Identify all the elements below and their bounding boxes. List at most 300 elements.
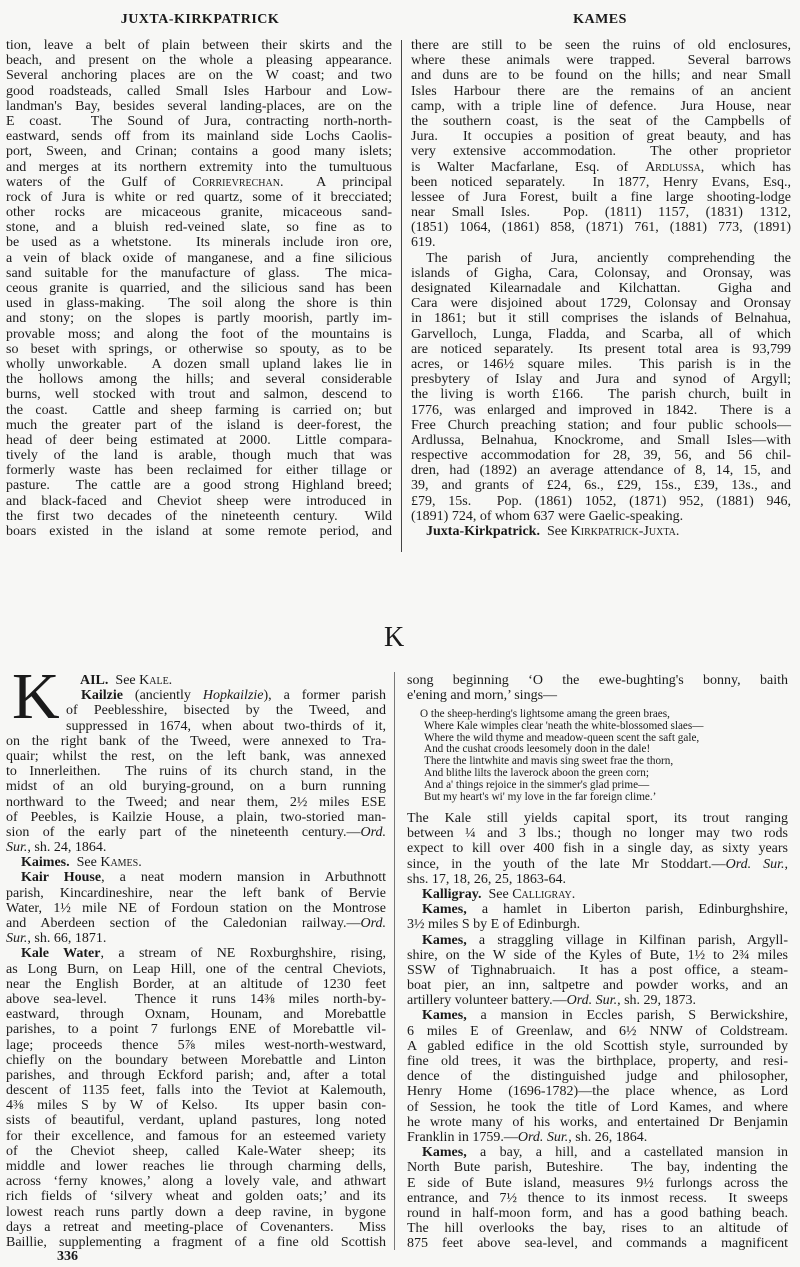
italic-text: Sur.	[6, 931, 28, 947]
headword: Kailzie	[81, 688, 123, 704]
text-segment: Isles Harbour there are the remains of an ancient	[411, 83, 791, 99]
text-line	[6, 372, 392, 387]
text-segment: lowest reach runs partly down a deep ravine, in bygone	[6, 1204, 386, 1220]
text-line	[6, 1220, 386, 1235]
text-line	[411, 266, 791, 281]
text-segment: and stony; on the slopes is partly moorish, partly im-	[6, 311, 392, 327]
text-line	[411, 68, 791, 83]
text-segment: of Session, he took the title of Lord Kames, and where	[407, 1099, 788, 1115]
text-line	[407, 1054, 788, 1069]
headword: Kames,	[422, 1008, 467, 1024]
text-segment: rich fields of ‘silvery wheat and golden oats;’ and its	[6, 1189, 386, 1205]
italic-text: Ord. Sur.	[725, 856, 785, 872]
italic-text: Ord. Sur.	[517, 1129, 569, 1145]
section-letter-heading: K	[384, 622, 405, 653]
text-line	[6, 1053, 386, 1068]
text-segment: song beginning ‘O the ewe-bughting's bonny, baith	[407, 673, 788, 688]
text-line	[6, 734, 386, 749]
text-line	[411, 99, 791, 114]
headword: Kames,	[422, 932, 467, 948]
text-line	[6, 1235, 386, 1250]
bottom-right-column	[407, 811, 788, 1251]
text-segment: and merges at its northern extremity into the tumultuous	[6, 159, 392, 175]
text-line	[407, 811, 788, 826]
text-line	[6, 478, 392, 493]
text-segment: there are still to be seen the ruins of old enclosures,	[411, 38, 791, 53]
text-segment: (anciently	[123, 688, 203, 704]
text-line	[6, 1129, 386, 1144]
text-line	[6, 342, 392, 357]
text-segment: artillery volunteer battery.—	[407, 993, 567, 1009]
text-segment: waters of the Gulf of	[6, 174, 193, 190]
text-line	[6, 886, 386, 901]
text-segment: ceous granite is quarried, and the silicious sand has been	[6, 281, 392, 296]
text-line	[6, 1083, 386, 1098]
text-segment: the hollows among the hills; and several considerable	[6, 372, 392, 388]
text-line	[6, 1144, 386, 1159]
text-line	[411, 144, 791, 159]
text-line	[6, 810, 386, 825]
text-line	[407, 688, 788, 703]
text-segment: eastward, sends off from its mainland side Lochs Caolis-	[6, 129, 392, 145]
text-line	[6, 931, 386, 946]
text-line	[6, 962, 386, 977]
text-segment: A gabled edifice in the old Scottish style, surrounded by	[407, 1038, 788, 1054]
page-number: 336	[57, 1249, 78, 1264]
text-line	[6, 68, 392, 83]
text-segment: designated Kilearnadale and Kilchattan. Gigha and	[411, 281, 791, 296]
text-segment: he wrote many of his works, and entertained Dr Benjamin	[407, 1114, 788, 1130]
text-segment: in 1861; but it still comprises the islands of Belnahua,	[411, 311, 791, 327]
text-line	[6, 764, 386, 779]
text-segment: used in glass-making. The soil along the shore is thin	[6, 296, 392, 312]
text-line	[6, 175, 392, 190]
poem-line: Where the wild thyme and meadow-queen scent the saft gale,	[424, 731, 700, 744]
text-line	[6, 387, 392, 402]
headword: Kames,	[422, 902, 467, 918]
text-segment: , a stream of NE Roxburghshire, rising,	[100, 946, 386, 962]
text-line	[6, 870, 386, 885]
text-segment: above sea-level. Thence it runs 14⅜ miles north-by-	[6, 991, 386, 1007]
text-segment: since, in the youth of the late Mr Stoddart.—	[407, 856, 726, 872]
text-segment: of Peebles, is Kailzie House, a plain, two-storied man-	[6, 809, 386, 825]
running-head-right: KAMES	[573, 12, 627, 27]
text-line	[407, 917, 788, 932]
text-line	[411, 175, 791, 190]
text-segment: parish, Kincardineshire, near the left bank of Bervie	[6, 885, 386, 901]
text-segment: been noticed separately. In 1877, Henry Evans, Esq.,	[411, 174, 791, 190]
text-line	[407, 1130, 788, 1145]
text-line	[407, 857, 788, 872]
text-line	[407, 948, 788, 963]
italic-text: Sur.	[6, 840, 28, 856]
text-segment: Franklin in 1759.—	[407, 1129, 518, 1145]
text-segment: shs. 17, 18, 26, 25, 1863-64.	[407, 871, 567, 887]
text-segment: beach, and present on the whole a pleasing appearance.	[6, 53, 392, 69]
text-line	[6, 1174, 386, 1189]
text-segment: sion of the early part of the nineteenth century.—	[6, 824, 361, 840]
text-segment: (1891) 724, of whom 637 were Gaelic-speaking.	[411, 508, 684, 524]
text-line	[6, 1098, 386, 1113]
text-line	[6, 1022, 386, 1037]
text-segment: dren, had (1892) an average attendance of 8, 14, 15, and	[411, 463, 791, 479]
text-segment: 619.	[411, 235, 436, 251]
text-segment: wholly unworkable. A dozen small upland lakes lie in	[6, 356, 392, 372]
text-segment: round in half-moon form, and has a good bathing beach.	[407, 1205, 788, 1221]
text-segment: a bay, a hill, and a castellated mansion in	[466, 1145, 788, 1161]
text-segment: e'ening and morn,’ sings—	[407, 688, 558, 704]
text-segment: days a retreat and meeting-place of Covenanters. Miss	[6, 1219, 386, 1235]
text-segment: good roadsteads, called Small Isles Harbour and Low-	[6, 83, 392, 99]
text-line	[411, 494, 791, 509]
headword: AIL.	[80, 673, 109, 688]
text-segment: The parish of Jura, anciently comprehending the	[426, 250, 791, 266]
text-segment: the first two decades of the nineteenth century. Wild	[6, 508, 392, 524]
text-line	[407, 673, 788, 688]
text-line	[6, 53, 392, 68]
text-segment: , sh. 24, 1864.	[27, 840, 107, 856]
text-segment: See	[539, 524, 571, 539]
text-segment: suppressed in 1674, when about two-thirds of it,	[66, 718, 386, 734]
text-segment: , a neat modern mansion in Arbuthnott	[101, 870, 387, 886]
text-segment: much the greater part of the island is deer-forest, the	[6, 417, 392, 433]
small-caps-text: Kames.	[100, 855, 142, 871]
poem-line: There the lintwhite and mavis sing sweet frae the thorn,	[424, 755, 674, 768]
text-line	[407, 1176, 788, 1191]
poem-quotation	[420, 709, 703, 803]
text-segment: and Aberdeen section of the Caledonian railway.—	[6, 916, 361, 931]
text-segment: 1776, was enlarged and improved in 1842. There is a	[411, 402, 791, 418]
text-line	[411, 53, 791, 68]
headword: Kames,	[422, 1145, 467, 1161]
text-line	[411, 418, 791, 433]
text-segment: near the English Border, at an altitude of 1230 feet	[6, 976, 386, 992]
text-segment: E side of Bute island, measures 9½ furlongs across the	[407, 1175, 788, 1191]
text-line	[411, 342, 791, 357]
text-segment: very extensive accommodation. The other proprietor	[411, 144, 791, 160]
text-segment: head of deer being estimated at 2000. Little compara-	[6, 432, 392, 448]
text-segment: and black-faced and Cheviot sheep were introduced in	[6, 493, 392, 509]
text-segment: as Long Burn, on Leap Hill, one of the central Cheviots,	[6, 961, 386, 977]
text-line	[407, 872, 788, 887]
text-line	[407, 1024, 788, 1039]
text-segment: 4⅜ miles S by W of Kelso. Its upper basin con-	[6, 1098, 386, 1114]
text-line	[6, 357, 392, 372]
poem-line: But my heart's wi' my love in the far foreign clime.’	[424, 790, 657, 803]
text-segment: port, Sween, and Crinan; contains a good many islets;	[6, 144, 392, 160]
text-segment: presbytery of Islay and Jura and synod of Argyll;	[411, 372, 791, 388]
text-line	[6, 129, 392, 144]
text-segment: , sh. 66, 1871.	[27, 931, 107, 947]
column-divider	[401, 40, 402, 552]
text-line	[6, 825, 386, 840]
text-line	[407, 978, 788, 993]
text-line	[6, 1113, 386, 1128]
text-line	[411, 448, 791, 463]
text-segment: descent of 1135 feet, falls into the Teviot at Kalemouth,	[6, 1083, 386, 1099]
text-line	[6, 1205, 386, 1220]
text-line	[411, 509, 791, 524]
text-segment: pasture. The cattle are a good strong Highland breed;	[6, 478, 392, 494]
small-caps-text: Kale.	[139, 673, 173, 688]
text-line	[6, 418, 392, 433]
text-segment: between ¼ and 3 lbs.; though no longer may two rods	[407, 826, 788, 842]
text-segment: 875 feet above sea-level, and commands a magnificent	[407, 1236, 788, 1252]
poem-line: Where Kale wimples clear 'neath the white-blossomed slaes—	[424, 719, 704, 732]
text-segment: Water, 1½ mile NE of Fordoun station on the Montrose	[6, 900, 386, 916]
text-line	[411, 205, 791, 220]
text-line	[407, 1160, 788, 1175]
text-segment: expect to kill over 400 fish in a single day, as sixty years	[407, 841, 788, 857]
bottom-left-column	[6, 673, 386, 1250]
text-segment: respective accommodation for 28, 39, 56, and 56 chil-	[411, 448, 791, 464]
text-line	[411, 129, 791, 144]
text-line	[407, 841, 788, 856]
poem-line: And blithe lilts the laverock aboon the green corn;	[424, 766, 649, 779]
text-line	[6, 190, 392, 205]
text-segment: ,	[784, 856, 788, 872]
text-segment: rock of Jura is white or red quartz, some of it brecciated;	[6, 189, 392, 205]
text-segment: on the right bank of the Tweed, were annexed to Tra-	[6, 733, 386, 749]
text-segment: See	[69, 855, 101, 871]
text-segment: ), a former parish	[263, 688, 386, 704]
text-segment: (1851) 1064, (1861) 858, (1871) 761, (1881) 773, (1891)	[411, 220, 791, 236]
text-line	[6, 946, 386, 961]
text-segment: , sh. 29, 1873.	[617, 993, 697, 1009]
text-segment: the coast. Cattle and sheep farming is carried on; but	[6, 402, 392, 418]
text-segment: the living is worth £166. The parish church, built in	[411, 387, 791, 403]
text-line	[6, 524, 392, 539]
text-segment: of the Cheviot sheep, called Kale-Water sheep; its	[6, 1143, 386, 1159]
text-segment: parishes, and through Eckford parish; and, after a total	[6, 1067, 386, 1083]
text-segment: chiefly on the boundary between Morebattle and Linton	[6, 1052, 386, 1068]
text-segment: are noticed separately. Its present total area is 93,799	[411, 341, 791, 357]
text-line	[6, 494, 392, 509]
text-segment: Several anchoring places are on the W coast; and two	[6, 68, 392, 84]
text-segment: See	[481, 886, 513, 902]
running-head-left: JUXTA-KIRKPATRICK	[120, 12, 280, 27]
headword: Kair House	[21, 870, 102, 886]
text-line	[6, 509, 392, 524]
small-caps-text: Calligray.	[512, 886, 576, 902]
small-caps-text: Kirkpatrick-Juxta.	[570, 524, 680, 539]
poem-line: And a' things rejoice in the simmer's glad prime—	[424, 778, 650, 791]
column-divider-lower	[394, 672, 395, 1250]
text-segment: 39, and grants of £24, 6s., £29, 15s., £39, 13s., and	[411, 478, 791, 494]
text-line	[411, 433, 791, 448]
text-line	[6, 1068, 386, 1083]
text-line	[411, 251, 791, 266]
text-segment: sists of beautiful, verdant, upland pastures, long noted	[6, 1113, 386, 1129]
headword: Kalligray.	[422, 886, 482, 902]
text-line	[6, 795, 386, 810]
text-line	[407, 1084, 788, 1099]
poem-line: O the sheep-herding's lightsome amang the green braes,	[420, 708, 670, 720]
text-segment: midst of an old burying-ground, on a burn running	[6, 779, 386, 795]
text-segment: E coast. The Sound of Jura, contracting north-north-	[6, 113, 392, 129]
text-line	[411, 160, 791, 175]
text-line	[407, 1236, 788, 1251]
italic-text: Ord.	[360, 916, 386, 931]
text-segment: across ‘ferny knowes,’ along a lovely vale, and athwart	[6, 1174, 386, 1190]
text-line	[6, 779, 386, 794]
text-segment: a mansion in Eccles parish, S Berwickshire,	[466, 1008, 788, 1024]
text-segment: , sh. 26, 1864.	[568, 1129, 648, 1145]
text-line	[6, 463, 392, 478]
text-segment: near Small Isles. Pop. (1811) 1157, (1831) 1312,	[411, 205, 791, 221]
text-line	[411, 387, 791, 402]
text-segment: northward to the Tweed; and near them, 2½ miles ESE	[6, 794, 386, 810]
headword: Kale Water	[21, 946, 101, 962]
text-segment: tively of the land is arable, though much that was	[6, 448, 392, 464]
text-segment: a hamlet in Liberton parish, Edinburghshire,	[466, 902, 788, 918]
text-segment: and duns are to be found on the hills; and near Small	[411, 68, 791, 84]
text-line	[407, 826, 788, 841]
text-line	[6, 433, 392, 448]
text-line	[6, 311, 392, 326]
text-segment: of Peeblesshire, bisected by the Tweed, and	[66, 703, 386, 719]
text-segment: acres, or 146½ square miles. This parish is in the	[411, 356, 791, 372]
text-segment: sand suitable for the manufacture of glass. The mica-	[6, 265, 392, 281]
text-segment: entrance, and 7½ thence to its inmost recess. It sweeps	[407, 1190, 788, 1206]
text-line	[411, 372, 791, 387]
text-segment: the southern coast, is the seat of the Campbells of	[411, 113, 791, 129]
text-line	[66, 703, 386, 718]
text-segment: parishes, to a point 7 furlongs ENE of Morebattle vil-	[6, 1022, 386, 1038]
text-line	[411, 311, 791, 326]
text-segment: tion, leave a belt of plain between their skirts and the	[6, 38, 392, 53]
text-line	[407, 993, 788, 1008]
text-line	[6, 235, 392, 250]
text-line	[6, 916, 386, 931]
text-line	[66, 719, 386, 734]
text-line	[407, 933, 788, 948]
text-segment: provable moss; and along the foot of the mountains is	[6, 326, 392, 342]
text-segment: is Walter Macfarlane, Esq. of	[411, 159, 646, 175]
text-line	[411, 296, 791, 311]
text-line	[6, 403, 392, 418]
text-segment: North Bute parish, Buteshire. The bay, indenting the	[407, 1160, 788, 1176]
small-caps-text: Corrievrechan	[192, 174, 280, 190]
text-line	[66, 688, 386, 703]
italic-text: Ord. Sur.	[566, 993, 618, 1009]
text-segment: fine old trees, it was the birthplace, property, and resi-	[407, 1054, 788, 1069]
text-segment: See	[108, 673, 140, 688]
italic-text: Hopkailzie	[202, 688, 264, 704]
text-segment: for their excellence, and famous for an esteemed variety	[6, 1128, 386, 1144]
text-segment: other rocks are micaceous granite, micaceous sand-	[6, 205, 392, 221]
text-segment: shire, on the W side of the Kyles of Bute, 1½ to 2¾ miles	[407, 947, 788, 963]
text-segment: middle and lower reaches lie through charming dells,	[6, 1159, 386, 1174]
text-segment: be used as a whetstone. Its minerals include iron ore,	[6, 235, 392, 251]
text-line	[6, 1159, 386, 1174]
text-line	[411, 357, 791, 372]
text-segment: Cara were disjoined about 1729, Colonsay and Oronsay	[411, 296, 791, 312]
poem-line: And the cushat croods leesomely doon in the dale!	[424, 743, 651, 756]
text-segment: Garvelloch, Lunga, Fladda, and Scarba, all of which	[411, 326, 791, 342]
text-line	[6, 160, 392, 175]
text-segment: lessee of Jura Forest, built a fine large shooting-lodge	[411, 189, 791, 205]
text-line	[6, 901, 386, 916]
text-line	[411, 524, 791, 539]
bottom-right-intro	[407, 673, 788, 703]
text-line	[411, 190, 791, 205]
text-segment: boat pier, an inn, saltpetre and powder works, and an	[407, 978, 788, 994]
text-line	[6, 749, 386, 764]
text-line	[6, 114, 392, 129]
text-line	[407, 1221, 788, 1236]
text-segment: SSW of Tighnabruaich. It has a post office, a steam-	[407, 962, 788, 978]
text-line	[407, 1100, 788, 1115]
drop-cap: K	[12, 660, 60, 733]
text-segment: Ardlussa, Belnahua, Knockrome, and Small Isles—with	[411, 432, 791, 448]
text-segment: Henry Home (1696-1782)—the place whence, as Lord	[407, 1084, 788, 1100]
text-line	[6, 38, 392, 53]
text-segment: , which has	[700, 159, 791, 175]
text-line	[6, 840, 386, 855]
text-line	[411, 463, 791, 478]
text-segment: . A principal	[279, 174, 392, 190]
text-line	[6, 855, 386, 870]
top-right-column	[411, 38, 791, 539]
text-segment: burns, well stocked with trout and salmon, descend to	[6, 387, 392, 403]
text-segment: a straggling village in Kilfinan parish, Argyll-	[466, 932, 788, 948]
text-line	[6, 84, 392, 99]
text-line	[407, 1191, 788, 1206]
text-line	[6, 992, 386, 1007]
text-line	[407, 1008, 788, 1023]
text-line	[6, 251, 392, 266]
headword: Kaimes.	[21, 855, 70, 871]
text-segment: The hill overlooks the bay, rises to an altitude of	[407, 1221, 788, 1237]
text-line	[411, 114, 791, 129]
text-line	[411, 281, 791, 296]
text-segment: Baillie, supplementing a fragment of a fine old Scottish	[6, 1234, 386, 1250]
text-line	[6, 296, 392, 311]
text-line	[6, 1007, 386, 1022]
text-line	[6, 281, 392, 296]
text-segment: boars existed in the island at some remote period, and	[6, 524, 392, 539]
text-line	[6, 144, 392, 159]
text-line	[6, 1038, 386, 1053]
text-line	[6, 448, 392, 463]
text-line	[407, 1145, 788, 1160]
text-segment: 3½ miles S by E of Edinburgh.	[407, 917, 581, 933]
text-segment: Jura. It occupies a position of great beauty, and has	[411, 129, 791, 145]
text-line	[411, 327, 791, 342]
text-segment: to Innerleithen. The ruins of its church stand, in the	[6, 764, 386, 780]
text-line	[66, 673, 386, 688]
text-segment: formerly waste has been reclaimed for either tillage or	[6, 463, 392, 479]
text-line	[407, 1039, 788, 1054]
text-line	[411, 84, 791, 99]
text-line	[6, 266, 392, 281]
text-segment: islands of Gigha, Cara, Colonsay, and Oronsay, was	[411, 265, 791, 281]
text-segment: camp, with a triple line of defence. Jura House, near	[411, 98, 791, 114]
text-line	[407, 902, 788, 917]
top-left-column	[6, 38, 392, 539]
text-line	[411, 235, 791, 250]
text-line	[407, 1069, 788, 1084]
text-segment: a vein of black oxide of manganese, and a fine silicious	[6, 250, 392, 266]
text-segment: Free Church preaching station; and four public schools—	[411, 417, 791, 433]
headword: Juxta-Kirkpatrick.	[426, 524, 540, 539]
text-segment: landman's Bay, besides several landing-places, are on the	[6, 98, 392, 114]
text-segment: £79, 15s. Pop. (1861) 1052, (1871) 952, (1881) 946,	[411, 493, 791, 509]
text-line	[6, 1189, 386, 1204]
text-line	[6, 205, 392, 220]
text-line	[411, 403, 791, 418]
